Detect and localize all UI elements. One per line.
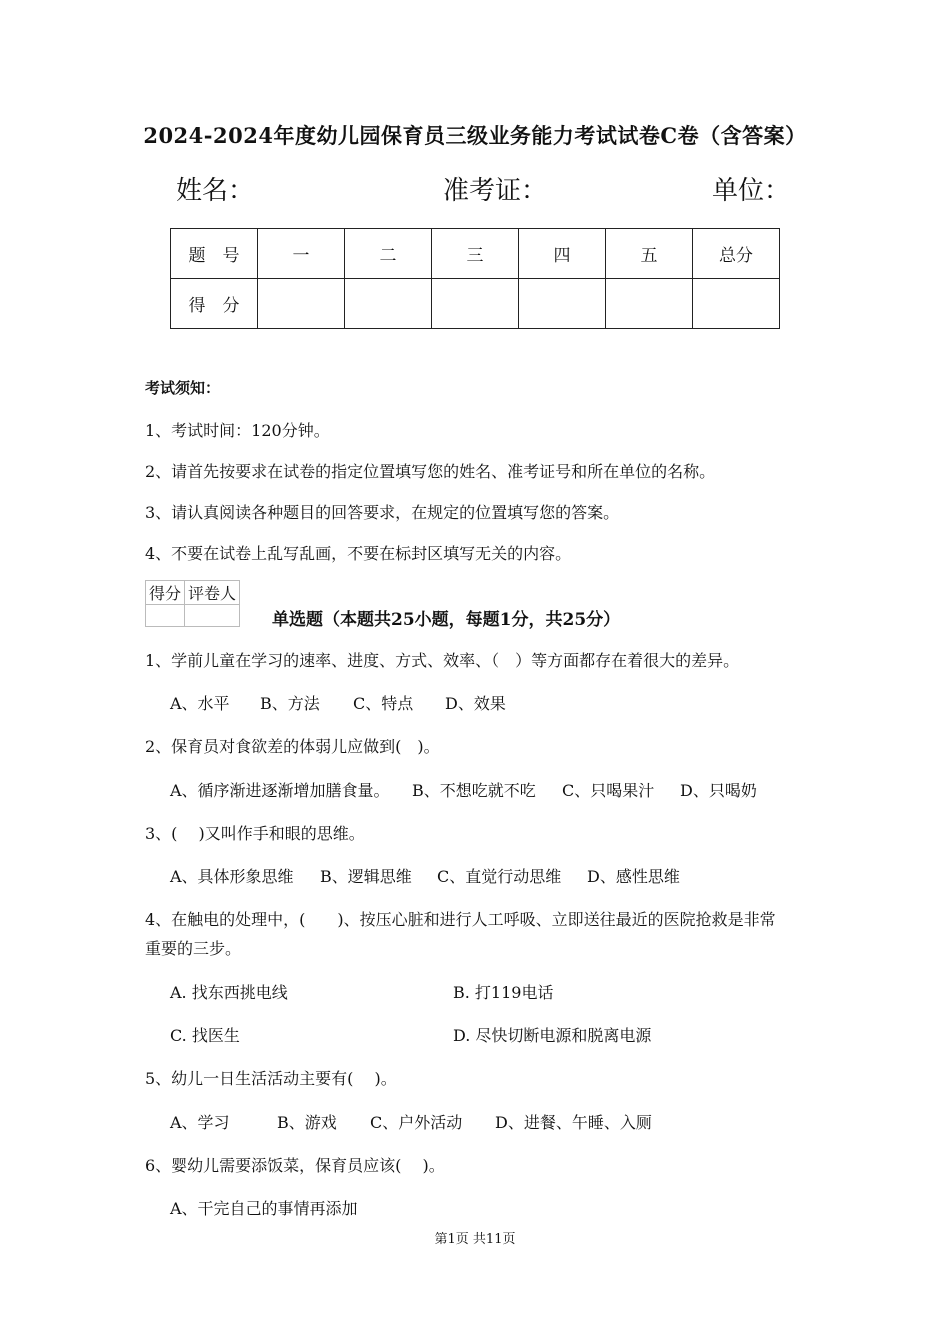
question-option: C、特点 — [353, 694, 414, 713]
column-header: 四 — [519, 229, 606, 279]
question-option: C. 找医生 — [170, 1026, 240, 1045]
question-option: C、只喝果汁 — [562, 781, 655, 800]
notice-item: 4、不要在试卷上乱写乱画，不要在标封区填写无关的内容。 — [145, 544, 572, 563]
column-header: 二 — [345, 229, 432, 279]
question-stem-continued: 重要的三步。 — [145, 939, 242, 958]
question-option: D、感性思维 — [587, 867, 680, 886]
section-title: 单选题（本题共25小题，每题1分，共25分） — [272, 610, 621, 630]
question-option: A、水平 — [170, 694, 230, 713]
unit-field-label: 单位： — [712, 176, 791, 206]
exam-title: 2024-2024年度幼儿园保育员三级业务能力考试试卷C卷（含答案） — [143, 123, 807, 148]
score-cell — [606, 279, 693, 329]
column-header: 一 — [258, 229, 345, 279]
score-table — [170, 228, 780, 329]
question-stem: 5、幼儿一日生活活动主要有( )。 — [145, 1069, 397, 1088]
question-option: B. 打119电话 — [453, 983, 554, 1002]
question-option: A. 找东西挑电线 — [170, 983, 288, 1002]
notice-item: 3、请认真阅读各种题目的回答要求，在规定的位置填写您的答案。 — [145, 503, 620, 522]
grader-reviewer-label: 评卷人 — [185, 581, 240, 605]
score-label: 得 分 — [171, 279, 258, 329]
name-field-label: 姓名： — [176, 176, 255, 206]
question-option: C、户外活动 — [370, 1113, 463, 1132]
grader-score-cell — [146, 605, 185, 627]
question-number-label: 题 号 — [171, 229, 258, 279]
question-option: B、游戏 — [277, 1113, 337, 1132]
column-header-total: 总分 — [693, 229, 780, 279]
score-cell — [258, 279, 345, 329]
question-option: D、效果 — [445, 694, 506, 713]
question-option: B、逻辑思维 — [320, 867, 412, 886]
score-table-score-row — [171, 279, 780, 329]
page-footer: 第1页 共11页 — [434, 1232, 516, 1247]
question-option: D. 尽快切断电源和脱离电源 — [453, 1026, 652, 1045]
question-option: A、循序渐进逐渐增加膳食量。 — [170, 781, 390, 800]
question-option: A、学习 — [170, 1113, 230, 1132]
question-option: A、干完自己的事情再添加 — [170, 1199, 358, 1218]
question-option: D、进餐、午睡、入厕 — [495, 1113, 652, 1132]
score-cell-total — [693, 279, 780, 329]
grader-score-label: 得分 — [146, 581, 185, 605]
question-stem: 1、学前儿童在学习的速率、进度、方式、效率、（ ）等方面都存在着很大的差异。 — [145, 651, 740, 670]
notice-heading: 考试须知： — [145, 379, 221, 397]
question-option: C、直觉行动思维 — [437, 867, 562, 886]
grader-box — [145, 580, 240, 627]
score-cell — [432, 279, 519, 329]
column-header: 五 — [606, 229, 693, 279]
score-table-header-row — [171, 229, 780, 279]
notice-item: 1、考试时间：120分钟。 — [145, 421, 330, 440]
question-option: B、不想吃就不吃 — [412, 781, 536, 800]
score-cell — [345, 279, 432, 329]
question-stem: 6、婴幼儿需要添饭菜，保育员应该( )。 — [145, 1156, 445, 1175]
question-stem: 4、在触电的处理中，( )、按压心脏和进行人工呼吸、立即送往最近的医院抢救是非常 — [145, 910, 776, 929]
notice-item: 2、请首先按要求在试卷的指定位置填写您的姓名、准考证号和所在单位的名称。 — [145, 462, 716, 481]
grader-reviewer-cell — [185, 605, 240, 627]
score-cell — [519, 279, 606, 329]
column-header: 三 — [432, 229, 519, 279]
question-stem: 2、保育员对食欲差的体弱儿应做到( )。 — [145, 737, 440, 756]
question-option: D、只喝奶 — [680, 781, 757, 800]
exam-number-field-label: 准考证： — [443, 176, 548, 206]
question-option: A、具体形象思维 — [170, 867, 294, 886]
question-stem: 3、( )又叫作手和眼的思维。 — [145, 824, 365, 843]
question-option: B、方法 — [260, 694, 320, 713]
